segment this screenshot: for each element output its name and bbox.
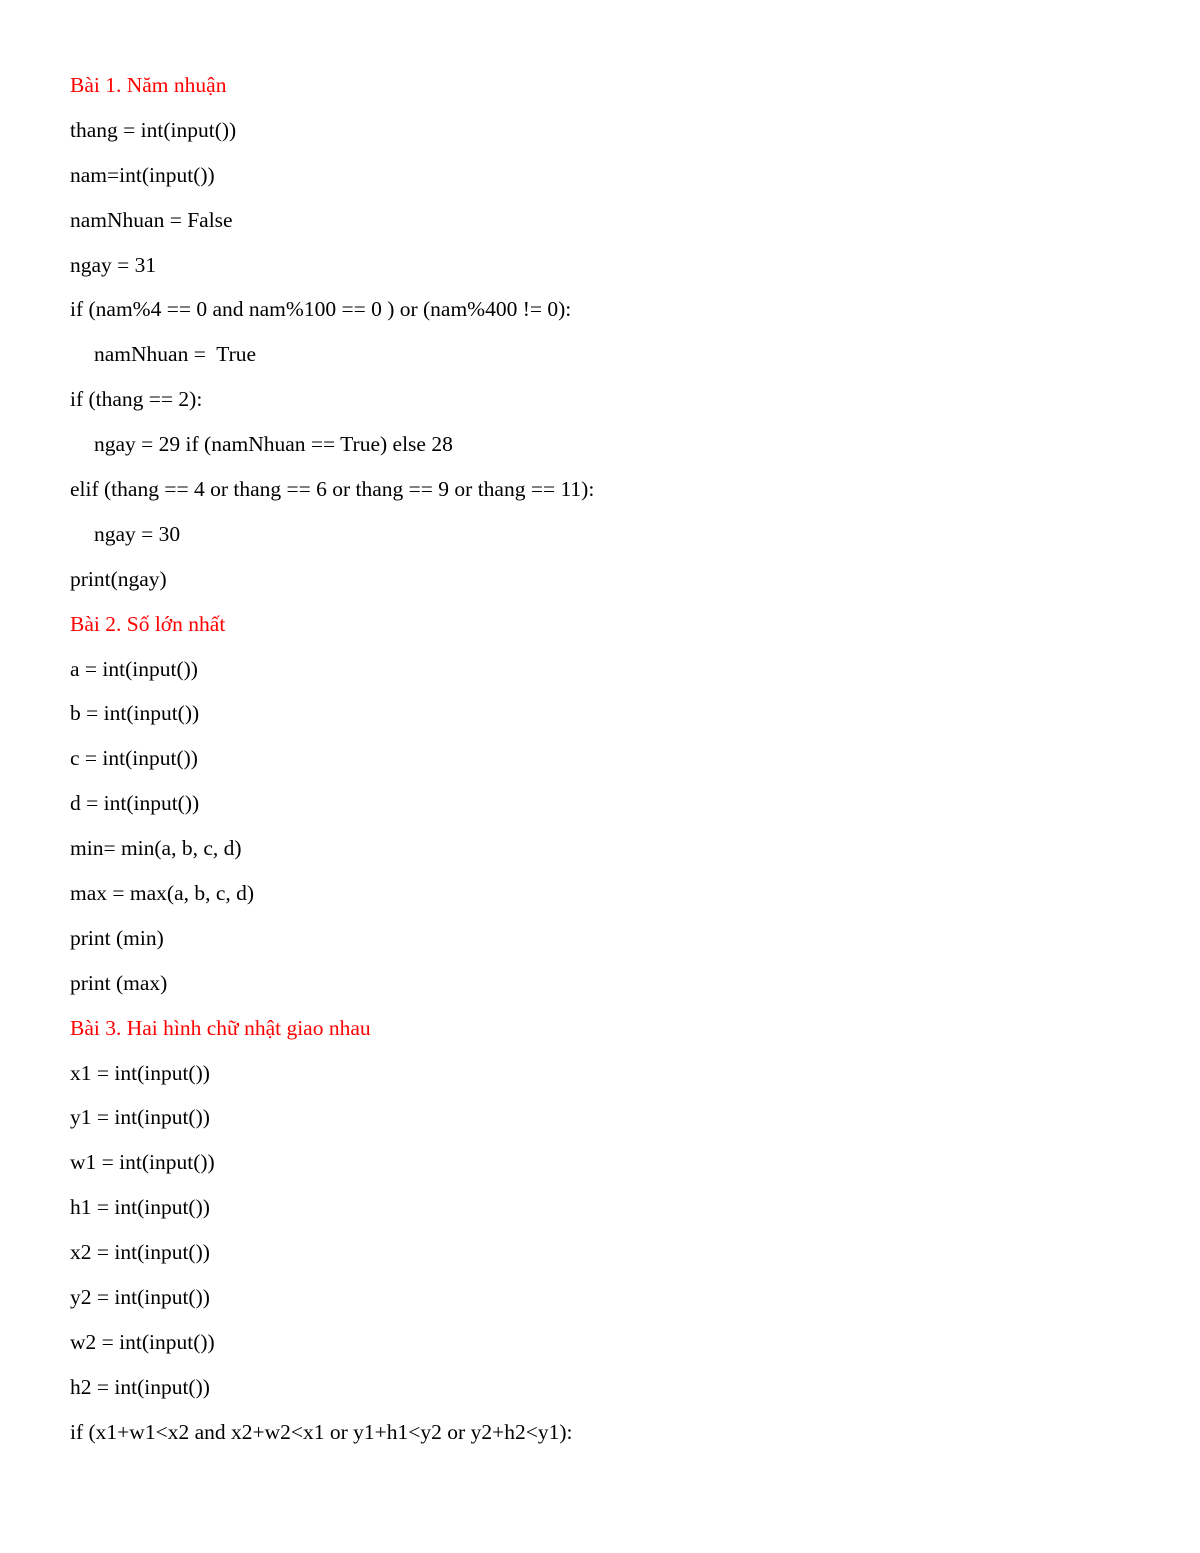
code-line: d = int(input()): [70, 791, 200, 816]
code-line-indented: namNhuan = True: [94, 342, 257, 367]
code-line: print (min): [70, 925, 164, 950]
code-line: h2 = int(input()): [70, 1374, 210, 1399]
code-line: print(ngay): [70, 566, 167, 591]
code-line: x1 = int(input()): [70, 1060, 210, 1085]
code-line: a = int(input()): [70, 656, 198, 681]
code-line: b = int(input()): [70, 701, 200, 726]
section-heading: Bài 3. Hai hình chữ nhật giao nhau: [70, 1015, 371, 1040]
code-line-indented: ngay = 29 if (namNhuan == True) else 28: [94, 432, 453, 457]
code-line: thang = int(input()): [70, 117, 237, 142]
code-line: min= min(a, b, c, d): [70, 836, 242, 861]
code-line: print (max): [70, 970, 168, 995]
code-line: w2 = int(input()): [70, 1329, 215, 1354]
code-line: x2 = int(input()): [70, 1240, 210, 1265]
code-line: c = int(input()): [70, 746, 198, 771]
section-heading: Bài 2. Số lớn nhất: [70, 611, 226, 636]
code-line: if (nam%4 == 0 and nam%100 == 0 ) or (nam%400 != 0):: [70, 297, 572, 322]
code-line: ngay = 31: [70, 252, 157, 277]
code-line-indented: ngay = 30: [94, 521, 181, 546]
code-line: max = max(a, b, c, d): [70, 881, 255, 906]
code-line: y1 = int(input()): [70, 1105, 210, 1130]
code-line: if (thang == 2):: [70, 387, 203, 412]
code-line: w1 = int(input()): [70, 1150, 215, 1175]
code-line: nam=int(input()): [70, 162, 215, 187]
code-line: if (x1+w1<x2 and x2+w2<x1 or y1+h1<y2 or y2+h2<y1):: [70, 1419, 573, 1444]
document-body: [70, 63, 1130, 1455]
code-line: elif (thang == 4 or thang == 6 or thang == 9 or thang == 11):: [70, 477, 595, 502]
code-line: h1 = int(input()): [70, 1195, 210, 1220]
section-heading: Bài 1. Năm nhuận: [70, 73, 227, 97]
code-line: y2 = int(input()): [70, 1285, 210, 1310]
code-line: namNhuan = False: [70, 207, 233, 232]
